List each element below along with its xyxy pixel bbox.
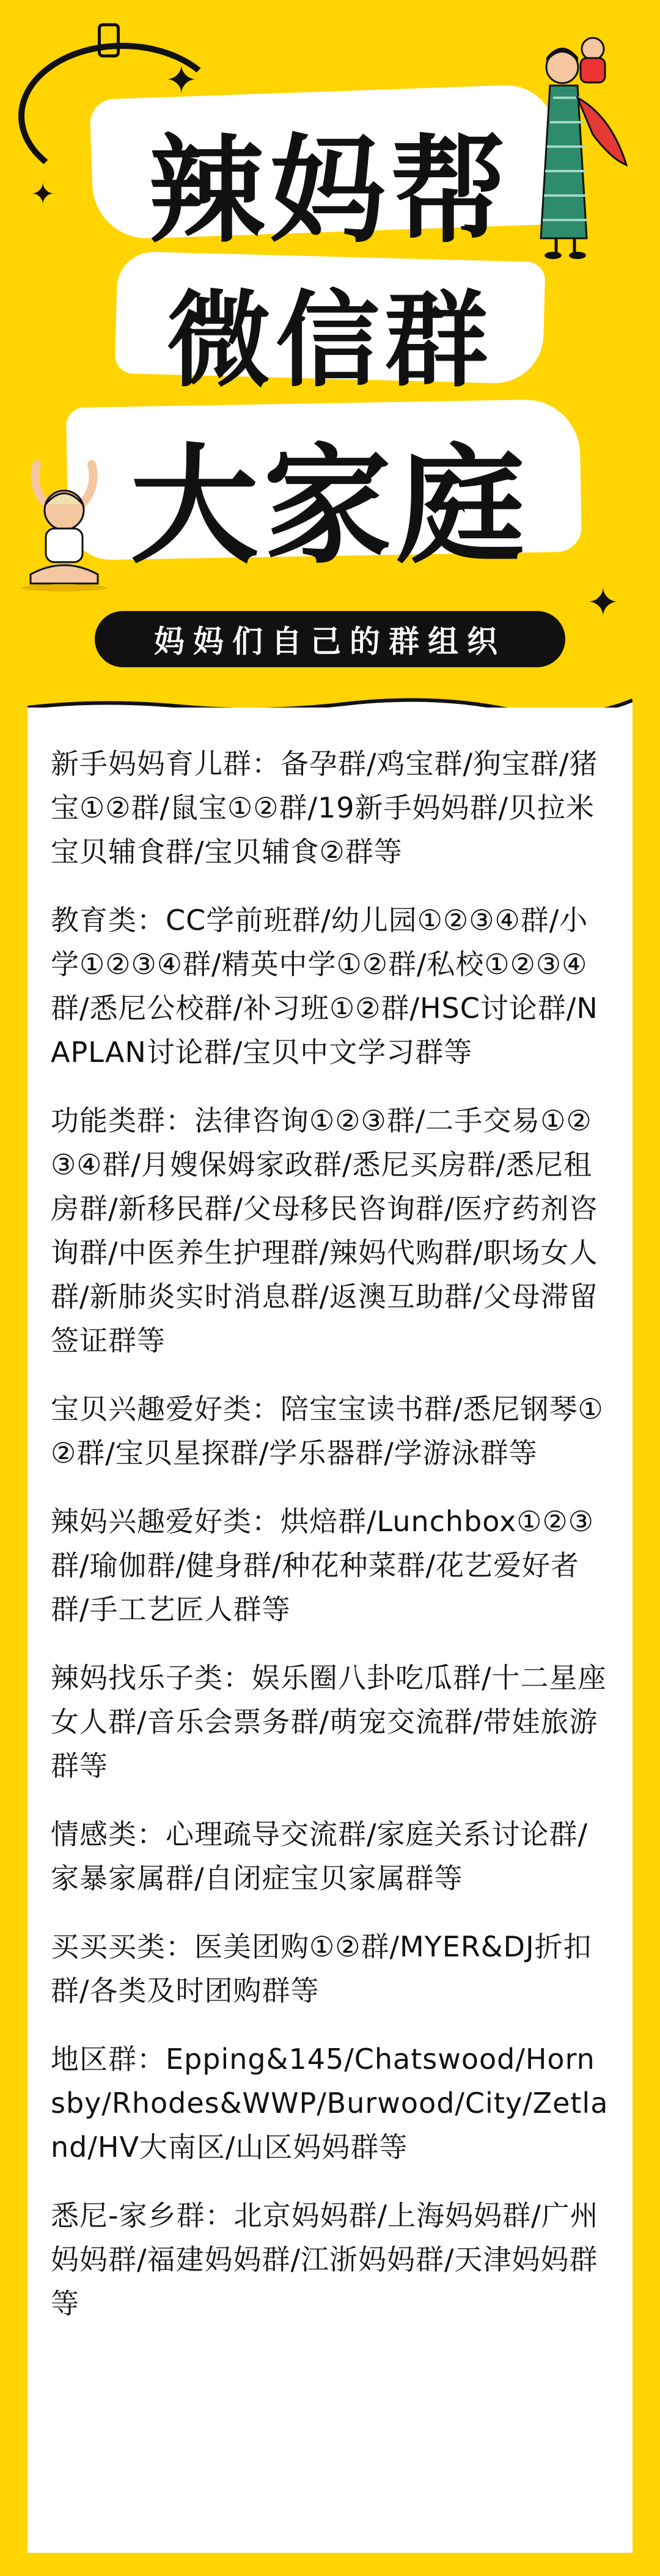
list-item: 新手妈妈育儿群：备孕群/鸡宝群/狗宝群/猪宝①②群/鼠宝①②群/19新手妈妈群/贝拉米宝贝辅食群/宝贝辅食②群等 (51, 747, 598, 868)
title-line-3: 大家庭 (130, 431, 530, 581)
list-item: 情感类：心理疏导交流群/家庭关系讨论群/家暴家属群/自闭症宝贝家属群等 (51, 1818, 588, 1895)
baby-illustration (12, 452, 116, 593)
header-banner (0, 0, 660, 697)
sparkle-icon: ✦ (165, 58, 198, 103)
list-item: 宝贝兴趣爱好类：陪宝宝读书群/悉尼钢琴①②群/宝贝星探群/学乐器群/学游泳群等 (51, 1392, 604, 1469)
list-item: 买买买类：医美团购①②群/MYER&DJ折扣群/各类及时团购群等 (51, 1930, 592, 2007)
sparkle-icon: ✦ (587, 580, 620, 626)
subtitle-text: 妈妈们自己的群组织 (154, 624, 506, 659)
phone-icon (98, 23, 120, 57)
sparkle-icon: ✦ (31, 177, 56, 211)
list-item: 辣妈兴趣爱好类：烘焙群/Lunchbox①②③群/瑜伽群/健身群/种花种菜群/花艺爱好者群/手工艺匠人群等 (51, 1505, 594, 1626)
subtitle-banner (95, 611, 565, 667)
title-line-1: 辣妈帮 (148, 123, 512, 258)
list-item: 辣妈找乐子类：娱乐圈八卦吃瓜群/十二星座女人群/音乐会票务群/萌宠交流群/带娃旅游群等 (51, 1661, 607, 1782)
list-item: 地区群：Epping&145/Chatswood/Hornsby/Rhodes&WWP/Burwood/City/Zetland/HV大南区/山区妈妈群等 (51, 2043, 609, 2164)
mom-illustration (519, 31, 636, 263)
title-line-2: 微信群 (166, 280, 493, 401)
group-list-panel (28, 708, 632, 2553)
list-item: 功能类群：法律咨询①②③群/二手交易①②③④群/月嫂保姆家政群/悉尼买房群/悉尼租房群/新移民群/父母移民咨询群/医疗药剂咨询群/中医养生护理群/辣妈代购群/职场女人群/新肺炎实时消息群/返澳互助群/父母滞留签证群等 (51, 1104, 598, 1357)
list-item: 悉尼-家乡群：北京妈妈群/上海妈妈群/广州妈妈群/福建妈妈群/江浙妈妈群/天津妈妈群等 (51, 2199, 599, 2320)
list-item: 教育类：CC学前班群/幼儿园①②③④群/小学①②③④群/精英中学①②群/私校①②③④群/悉尼公校群/补习班①②群/HSC讨论群/NAPLAN讨论群/宝贝中文学习群等 (51, 904, 598, 1069)
